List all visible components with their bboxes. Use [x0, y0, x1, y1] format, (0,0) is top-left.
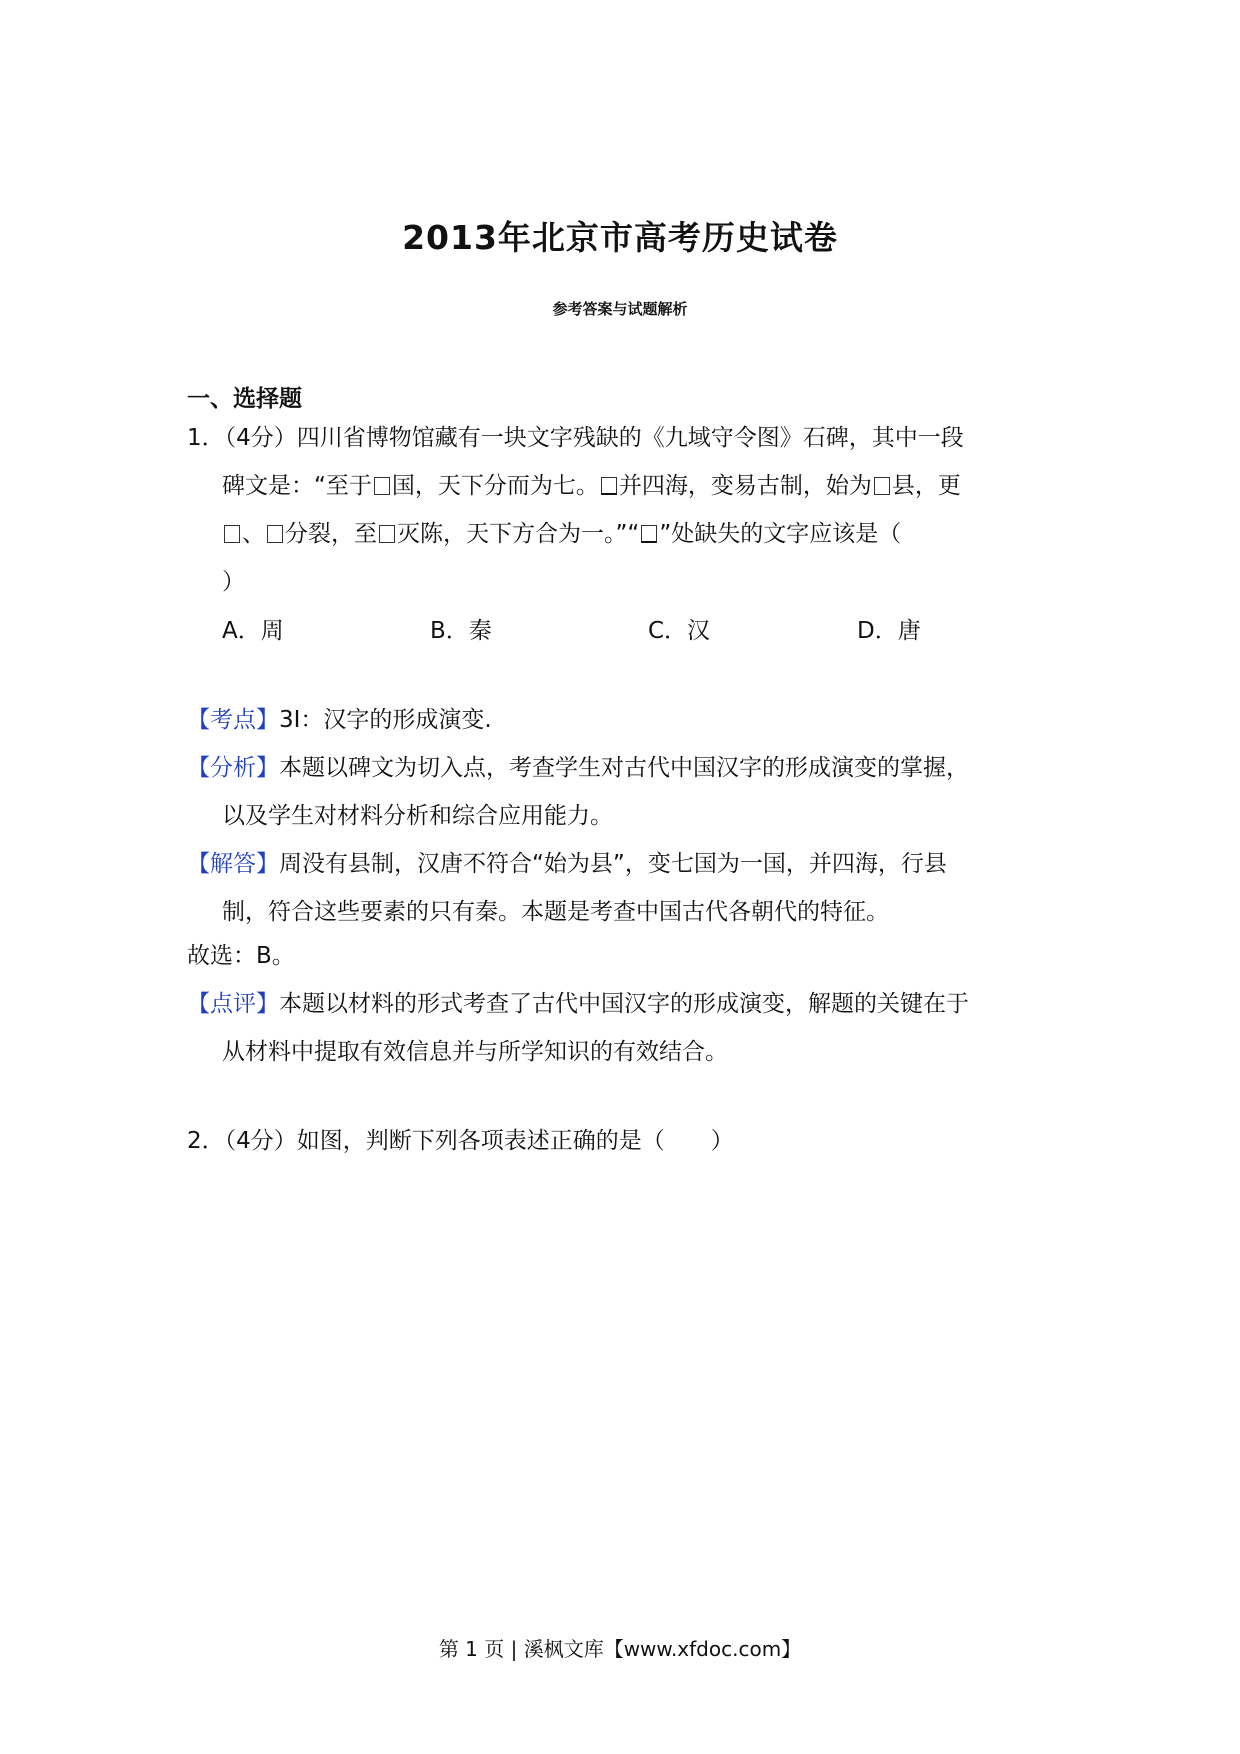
q1-jieda-line-1: 【解答】周没有县制，汉唐不符合“始为县”，变七国为一国，并四海，行县	[187, 851, 947, 877]
fenxi-tag: 【分析】	[187, 755, 279, 781]
q1-stem-line-4: ）	[222, 569, 245, 595]
q1-fenxi-line-1: 【分析】本题以碑文为切入点，考查学生对古代中国汉字的形成演变的掌握，	[187, 755, 969, 781]
q1-stem-line-3: 、 分裂，至 灭陈，天下方合为一。”“ ”处缺失的文字应该是（	[222, 519, 901, 549]
q1-fenxi-line-2: 以及学生对材料分析和综合应用能力。	[222, 803, 613, 829]
q1-option-c: C．汉	[648, 618, 711, 644]
q1-option-d: D．唐	[857, 618, 921, 644]
q1-option-a: A．周	[222, 618, 284, 644]
page-title: 2013年北京市高考历史试卷	[402, 218, 838, 257]
q1-stem-line-1: 1．（4分）四川省博物馆藏有一块文字残缺的《九域守令图》石碑，其中一段	[187, 425, 964, 451]
q1-dianping-line-2: 从材料中提取有效信息并与所学知识的有效结合。	[222, 1039, 728, 1065]
page-footer: 第 1 页 | 溪枫文库【www.xfdoc.com】	[438, 1637, 802, 1661]
q1-dianping-line-1: 【点评】本题以材料的形式考查了古代中国汉字的形成演变，解题的关键在于	[187, 991, 969, 1017]
q1-kaodian: 【考点】3I：汉字的形成演变.	[187, 707, 492, 733]
q1-answer: 故选：B。	[187, 943, 295, 969]
kaodian-tag: 【考点】	[187, 707, 279, 733]
q1-option-b: B．秦	[430, 618, 492, 644]
section-heading: 一、选择题	[187, 386, 302, 412]
missing-char-box	[374, 477, 390, 495]
page-subtitle: 参考答案与试题解析	[552, 300, 688, 318]
missing-char-box	[379, 525, 395, 543]
missing-char-box-underlined	[641, 525, 657, 543]
question-2-stem: 2．（4分）如图，判断下列各项表述正确的是（ ）	[187, 1128, 734, 1154]
q1-jieda-line-2: 制，符合这些要素的只有秦。本题是考查中国古代各朝代的特征。	[222, 899, 889, 925]
missing-char-box	[224, 525, 240, 543]
dianping-tag: 【点评】	[187, 991, 279, 1017]
missing-char-box-underlined	[601, 477, 617, 495]
q1-stem-line-2: 碑文是：“至于 国，天下分而为七。 并四海，变易古制，始为 县，更	[222, 473, 961, 499]
missing-char-box	[874, 477, 890, 495]
missing-char-box	[267, 525, 283, 543]
jieda-tag: 【解答】	[187, 851, 279, 877]
